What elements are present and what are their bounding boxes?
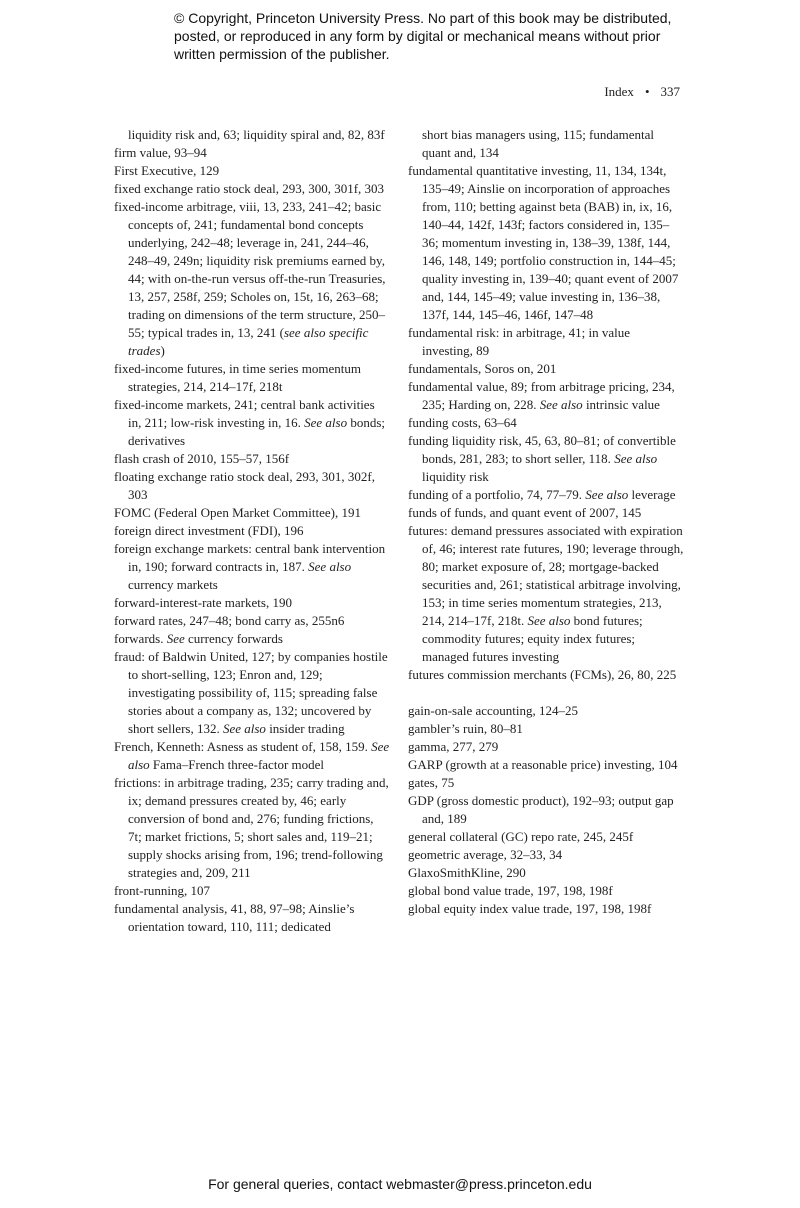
index-entry	[408, 522, 684, 666]
index-entry	[408, 756, 684, 774]
index-entry	[408, 360, 684, 378]
index-entry-text: gamma, 277, 279	[408, 739, 499, 754]
index-entry	[114, 126, 390, 144]
index-entry	[114, 144, 390, 162]
index-entry-text: funding costs, 63–64	[408, 415, 517, 430]
cross-reference: See also	[308, 559, 352, 574]
index-entry	[114, 882, 390, 900]
index-entry-text: floating exchange ratio stock deal, 293, 301, 302f, 303	[114, 469, 376, 502]
index-entry-text: GDP (gross domestic product), 192–93; output gap and, 189	[408, 793, 674, 826]
index-entry-text: fundamental quantitative investing, 11, 134, 134t, 135–49; Ainslie on incorporation of approaches from, 110; betting against beta (BAB) in, ix, 16, 140–44, 142f, 143f; factors considered in, 135–36; momentum investing in, 138–39, 138f, 144, 146, 148, 149; portfolio construction in, 144–45; quality investing in, 139–40; quant event of 2007 and, 144, 145–49; value investing in, 136–38, 137f, 144, 145–46, 146f, 147–48	[408, 163, 679, 322]
copyright-notice: © Copyright, Princeton University Press. No part of this book may be distributed, posted, or reproduced in any form by digital or mechanical means without prior written permission of the publisher.	[174, 10, 672, 62]
index-entry-text: foreign direct investment (FDI), 196	[114, 523, 304, 538]
index-entry-text: fundamental risk: in arbitrage, 41; in value investing, 89	[408, 325, 631, 358]
index-entry-text: foreign exchange markets: central bank intervention in, 190; forward contracts in, 187.	[114, 541, 386, 574]
index-entry-text: funding liquidity risk, 45, 63, 80–81; of convertible bonds, 281, 283; to short seller, 118.	[408, 433, 676, 466]
index-entry-text: short bias managers using, 115; fundamental quant and, 134	[422, 127, 655, 160]
index-entry-text: fundamental value, 89; from arbitrage pricing, 234, 235; Harding on, 228.	[408, 379, 675, 412]
index-entry	[408, 774, 684, 792]
index-entry	[114, 360, 390, 396]
index-entry	[114, 468, 390, 504]
page-number: 337	[660, 84, 680, 99]
index-entry-text-after: Fama–French three-factor model	[149, 757, 325, 772]
index-entry-text: flash crash of 2010, 155–57, 156f	[114, 451, 290, 466]
index-entry	[408, 378, 684, 414]
cross-reference: See	[166, 631, 185, 646]
index-entry	[408, 882, 684, 900]
index-entry-text: futures: demand pressures associated with expiration of, 46; interest rate futures, 190; leverage through, 80; market exposure of, 28; mortgage-backed securities and, 261; statistical arbitrage involving, 153; in time series momentum strategies, 213, 214, 214–17f, 218t.	[408, 523, 684, 628]
index-entry	[408, 900, 684, 918]
index-entry	[114, 504, 390, 522]
index-entry-text: French, Kenneth: Asness as student of, 158, 159.	[114, 739, 372, 754]
index-entry-text: firm value, 93–94	[114, 145, 207, 160]
index-entry-text-after: leverage	[628, 487, 676, 502]
index-entry-text: forwards.	[114, 631, 167, 646]
index-entry	[114, 540, 390, 594]
index-entry	[114, 900, 390, 936]
index-entry-text: gambler’s ruin, 80–81	[408, 721, 523, 736]
index-entry-text: global bond value trade, 197, 198, 198f	[408, 883, 613, 898]
index-entry-text: FOMC (Federal Open Market Committee), 191	[114, 505, 361, 520]
index-entry	[114, 774, 390, 882]
running-head	[604, 84, 680, 100]
index-entry-text: funds of funds, and quant event of 2007, 145	[408, 505, 642, 520]
index-entry	[114, 630, 390, 648]
index-entry-text: gates, 75	[408, 775, 455, 790]
index-entry	[114, 594, 390, 612]
cross-reference: See also	[527, 613, 571, 628]
index-entry	[114, 522, 390, 540]
index-entry	[408, 432, 684, 486]
index-entry	[408, 486, 684, 504]
index-entry	[114, 738, 390, 774]
index-entry	[114, 396, 390, 450]
index-entry	[408, 126, 684, 162]
cross-reference: See also	[222, 721, 266, 736]
index-entry-text: general collateral (GC) repo rate, 245, 245f	[408, 829, 634, 844]
index-entry	[408, 702, 684, 720]
index-entry-text: forward rates, 247–48; bond carry as, 255n6	[114, 613, 345, 628]
index-entry	[408, 324, 684, 360]
index-entry-text: fraud: of Baldwin United, 127; by companies hostile to short-selling, 123; Enron and, 129; investigating possibility of, 115; spreading false stories about a company as, 132; uncovered by short sellers, 132.	[114, 649, 388, 736]
index-column-right	[408, 126, 684, 918]
index-entry	[408, 846, 684, 864]
index-entry-text: gain-on-sale accounting, 124–25	[408, 703, 579, 718]
index-entry	[408, 504, 684, 522]
index-entry-text: geometric average, 32–33, 34	[408, 847, 563, 862]
index-entry-text: fundamental analysis, 41, 88, 97–98; Ainslie’s orientation toward, 110, 111; dedicated	[114, 901, 355, 934]
index-entry-text-after: currency forwards	[184, 631, 283, 646]
index-entry	[408, 720, 684, 738]
index-entry-text: fixed-income markets, 241; central bank activities in, 211; low-risk investing in, 16.	[114, 397, 375, 430]
index-entry	[408, 792, 684, 828]
index-entry-text: GARP (growth at a reasonable price) investing, 104	[408, 757, 678, 772]
index-column-left	[114, 126, 390, 936]
index-entry	[408, 738, 684, 756]
cross-reference: See also	[539, 397, 583, 412]
index-entry-text: fixed-income futures, in time series momentum strategies, 214, 214–17f, 218t	[114, 361, 361, 394]
footer-contact: For general queries, contact webmaster@press.princeton.edu	[208, 1176, 592, 1192]
index-entry-text-after: )	[160, 343, 165, 358]
index-entry	[114, 450, 390, 468]
index-entry-text: First Executive, 129	[114, 163, 220, 178]
index-entry	[408, 666, 684, 684]
cross-reference: See also	[304, 415, 348, 430]
cross-reference: See also	[128, 739, 390, 772]
index-entry	[408, 864, 684, 882]
index-entry-text-after: intrinsic value	[582, 397, 660, 412]
index-entry-text: futures commission merchants (FCMs), 26, 80, 225	[408, 667, 677, 682]
index-entry	[408, 162, 684, 324]
index-entry-text-after: bond futures; commodity futures; equity index futures; managed futures investing	[422, 613, 643, 664]
index-entry-text-after: bonds; derivatives	[128, 415, 385, 448]
index-entry-text: global equity index value trade, 197, 198, 198f	[408, 901, 652, 916]
section-title: Index	[604, 84, 634, 99]
index-entry	[408, 414, 684, 432]
index-entry-text: front-running, 107	[114, 883, 211, 898]
index-entry-text-after: insider trading	[265, 721, 345, 736]
index-entry-text: fixed-income arbitrage, viii, 13, 233, 241–42; basic concepts of, 241; fundamental bond concepts underlying, 242–48; leverage in, 241, 244–46, 248–49, 249n; liquidity risk premiums earned by, 44; with on-the-run versus off-the-run Treasuries, 13, 257, 258f, 259; Scholes on, 15t, 16, 263–68; trading on dimensions of the term structure, 250–55; typical trades in, 13, 241 (	[114, 199, 386, 340]
index-entry-text: forward-interest-rate markets, 190	[114, 595, 292, 610]
index-entry	[114, 162, 390, 180]
index-entry-text-after: liquidity risk	[422, 469, 489, 484]
index-entry-text: funding of a portfolio, 74, 77–79.	[408, 487, 586, 502]
bullet-separator: •	[644, 84, 650, 99]
cross-reference: See also	[585, 487, 629, 502]
cross-reference: see also specific trades	[128, 325, 369, 358]
index-entry-text: fixed exchange ratio stock deal, 293, 300, 301f, 303	[114, 181, 385, 196]
index-entry-text: GlaxoSmithKline, 290	[408, 865, 526, 880]
index-entry	[114, 648, 390, 738]
index-entry-text: fundamentals, Soros on, 201	[408, 361, 557, 376]
cross-reference: See also	[614, 451, 658, 466]
index-entry	[408, 828, 684, 846]
index-entry	[114, 180, 390, 198]
index-entry-text: frictions: in arbitrage trading, 235; carry trading and, ix; demand pressures created by, 46; early conversion of bond and, 276; funding frictions, 7t; market frictions, 5; short sales and, 119–21; supply shocks arising from, 196; trend-following strategies and, 209, 211	[114, 775, 389, 880]
index-entry-text-after: currency markets	[128, 577, 218, 592]
index-entry	[114, 198, 390, 360]
index-entry	[114, 612, 390, 630]
index-entry-text: liquidity risk and, 63; liquidity spiral and, 82, 83f	[128, 127, 385, 142]
